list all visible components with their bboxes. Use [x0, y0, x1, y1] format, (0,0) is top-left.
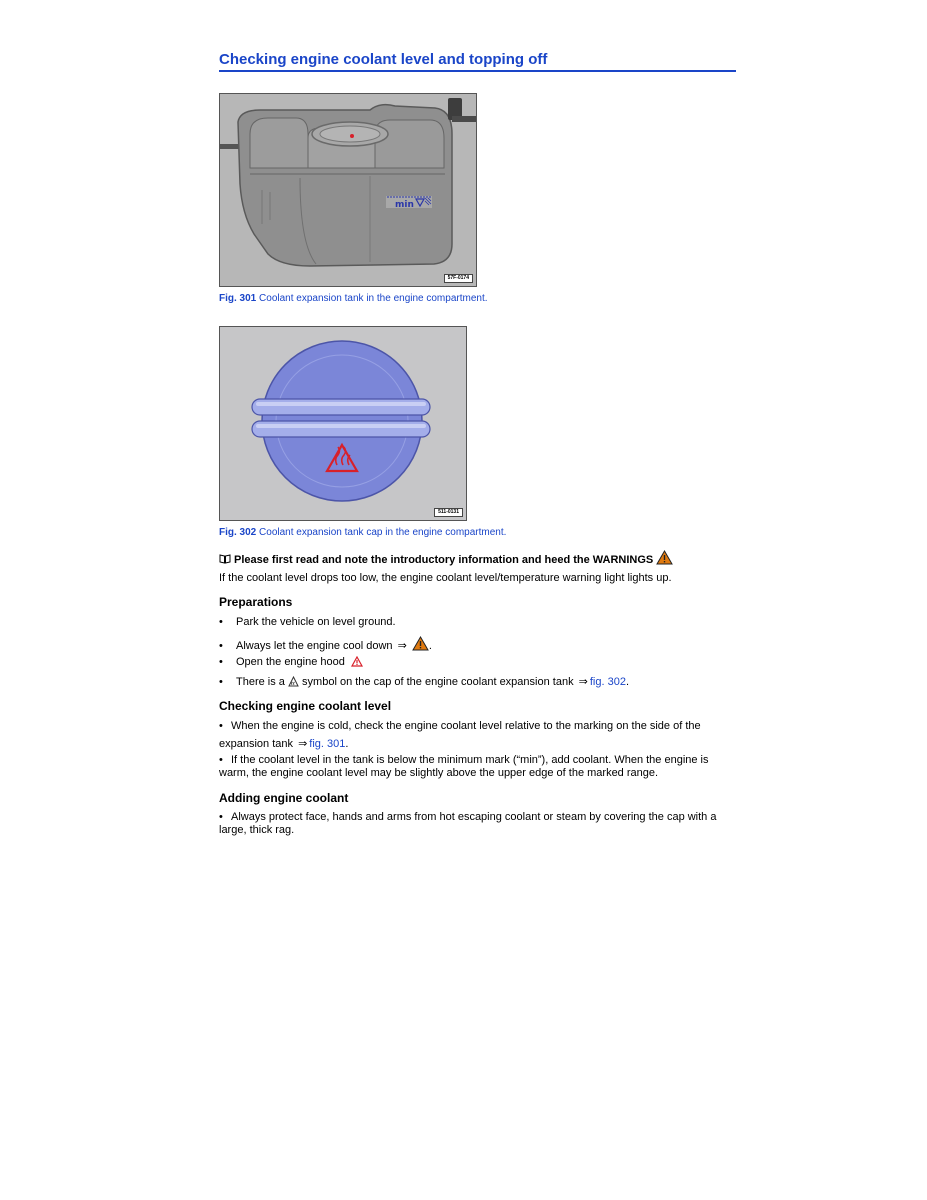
warning-triangle-icon[interactable]	[412, 636, 429, 655]
list-item: • There is a symbol on the cap of the engine coolant expansion tank ⇒ fig. 302.	[219, 675, 734, 691]
figure-caption-text: Coolant expansion tank cap in the engine compartment.	[259, 527, 507, 538]
figure-301-caption	[219, 293, 488, 304]
checking-heading: Checking engine coolant level	[219, 699, 392, 713]
figure-302-link[interactable]: fig. 302	[589, 676, 626, 688]
list-item: • Open the engine hood	[219, 655, 734, 671]
reference-arrow: ⇒	[397, 640, 407, 652]
figure-302-caption	[219, 527, 506, 538]
warning-triangle-icon[interactable]	[656, 550, 673, 569]
warning-light-text: If the coolant level drops too low, the engine coolant level/temperature warning light lights up.	[219, 572, 672, 584]
book-icon	[219, 554, 231, 568]
list-item: • Always protect face, hands and arms from hot escaping coolant or steam by covering the cap with a large, thick rag.	[219, 811, 717, 836]
figure-301-link[interactable]: fig. 301	[309, 738, 346, 750]
list-item-text: expansion tank	[219, 738, 293, 750]
punctuation: .	[345, 738, 349, 750]
intro-note	[219, 550, 734, 569]
list-item-text: There is a	[236, 676, 285, 688]
figure-code: 57F-0174	[444, 274, 473, 283]
list-item-text: When the engine is cold, check the engine coolant level relative to the marking on the side of the	[231, 720, 701, 732]
figure-caption-text: Coolant expansion tank in the engine compartment.	[259, 293, 488, 304]
page-title: Checking engine coolant level and topping off	[219, 51, 736, 72]
figure-code: 511-0131	[434, 508, 463, 517]
list-item-text: Park the vehicle on level ground.	[236, 616, 396, 628]
hot-coolant-symbol-icon	[288, 676, 299, 691]
list-item: • When the engine is cold, check the engine coolant level relative to the marking on the side of the	[219, 720, 701, 732]
list-item-text: symbol on the cap of the engine coolant expansion tank	[302, 676, 574, 688]
reference-arrow: ⇒	[298, 738, 308, 750]
list-item: • Park the vehicle on level ground.	[219, 616, 396, 628]
list-item-continuation	[219, 737, 734, 751]
min-mark-label: min	[395, 200, 414, 210]
intro-text: Please first read and note the introductory information and heed the WARNINGS	[234, 554, 654, 566]
coolant-tank-figure	[219, 93, 477, 287]
list-item-text: If the coolant level in the tank is below the minimum mark (“min”), add coolant. When the engine is warm, the engine coolant level may be slightly above the upper edge of the marked range.	[219, 754, 709, 779]
list-item: • Always let the engine cool down ⇒ .	[219, 636, 734, 655]
warning-triangle-outline-icon[interactable]	[351, 656, 363, 671]
tank-cap-figure	[219, 326, 467, 521]
list-item: • If the coolant level in the tank is below the minimum mark (“min”), add coolant. When the engine is warm, the engine coolant level may be slightly above the upper edge of the marked range.	[219, 754, 709, 779]
list-item-text: Open the engine hood	[236, 656, 345, 668]
coolant-tank-illustration	[220, 94, 476, 286]
figure-label: Fig. 301	[219, 293, 257, 304]
tank-cap-illustration	[220, 327, 466, 520]
reference-arrow: ⇒	[578, 676, 588, 688]
list-item-text: Always protect face, hands and arms from hot escaping coolant or steam by covering the cap with a large, thick rag.	[219, 811, 717, 836]
preparations-heading: Preparations	[219, 595, 293, 609]
list-item-text: Always let the engine cool down	[236, 640, 393, 652]
punctuation: .	[625, 676, 630, 688]
figure-label: Fig. 302	[219, 527, 257, 538]
adding-heading: Adding engine coolant	[219, 791, 349, 805]
punctuation: .	[428, 640, 432, 652]
